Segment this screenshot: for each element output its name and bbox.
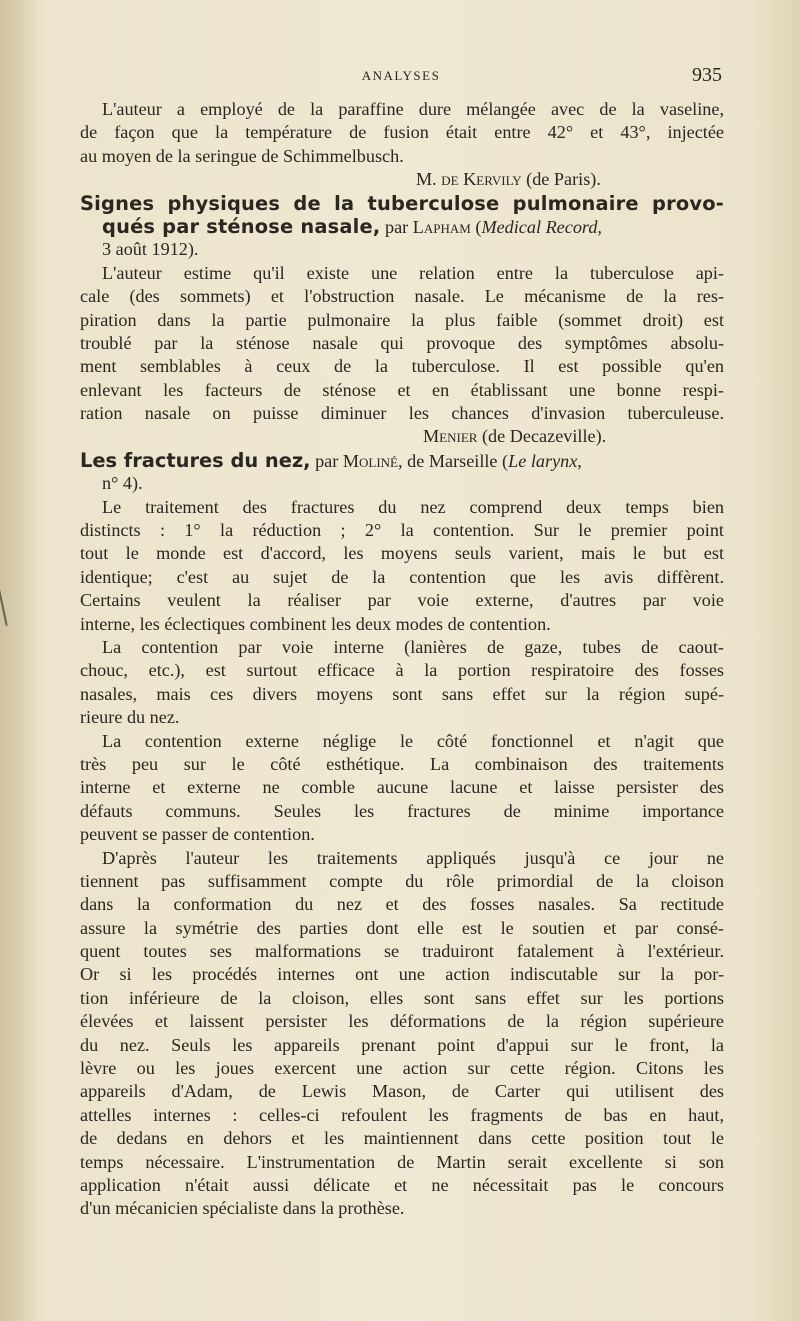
- text-line: de dedans en dehors et les maintiennent dans cette position tout le: [80, 1128, 724, 1149]
- text-line: interne, les éclectiques combinent les deux modes de contention.: [80, 613, 551, 634]
- text-line: temps nécessaire. L'instrumentation de Martin serait excellente si son: [80, 1151, 724, 1172]
- text-line: interne et externe ne comble aucune lacune et laisse persister des: [80, 777, 724, 798]
- article-title-1-date: 3 août 1912).: [102, 239, 199, 260]
- text-line: rieure du nez.: [80, 707, 180, 728]
- text-line: La contention externe néglige le côté fonctionnel et n'agit que: [102, 730, 724, 751]
- text-line: Certains veulent la réaliser par voie externe, d'autres par voie: [80, 590, 724, 611]
- text-line: identique; c'est au sujet de la contention que les avis diffèrent.: [80, 566, 724, 587]
- text-line: La contention par voie interne (lanières de gaze, tubes de caout-: [102, 636, 724, 657]
- text-line: L'auteur a employé de la paraffine dure mélangée avec de la vaseline,: [102, 99, 724, 119]
- text-line: quent toutes ses malformations se traduiront fatalement à l'extérieur.: [80, 941, 724, 962]
- text-line: distincts : 1° la réduction ; 2° la contention. Sur le premier point: [80, 520, 724, 541]
- article-title-1: Signes physiques de la tuberculose pulmonaire provo-: [80, 191, 724, 215]
- text-line: ration nasale on puisse diminuer les chances d'invasion tuberculeuse.: [80, 403, 724, 424]
- text-line: attelles internes : celles-ci refoulent les fragments de bas en haut,: [80, 1104, 724, 1125]
- text-line: lèvre ou les joues exercent une action sur cette région. Citons les: [80, 1058, 724, 1079]
- text-line: Le traitement des fractures du nez comprend deux temps bien: [102, 496, 724, 517]
- text-line: L'auteur estime qu'il existe une relation entre la tuberculose api-: [102, 262, 724, 283]
- text-line: ment semblables à ceux de la tuberculose. Il est possible qu'en: [80, 356, 724, 377]
- running-head: ANALYSES: [361, 68, 441, 83]
- binding-shadow: [0, 0, 40, 1321]
- text-line: appareils d'Adam, de Lewis Mason, de Carter qui utilisent des: [80, 1081, 724, 1102]
- text-line: D'après l'auteur les traitements appliqués jusqu'à ce jour ne: [102, 847, 724, 868]
- text-line: peuvent se passer de contention.: [80, 824, 315, 845]
- text-line: du nez. Seuls les appareils prenant point d'appui sur le front, la: [80, 1034, 724, 1055]
- text-line: enlevant les facteurs de sténose et en établissant une bonne respi-: [80, 379, 724, 400]
- signature-kervily: M. de Kervily (de Paris).: [416, 169, 601, 190]
- article-title-2-issue: n° 4).: [102, 473, 143, 494]
- page-number: 935: [692, 64, 722, 86]
- text-line: de façon que la température de fusion était entre 42° et 43°, injectée: [80, 122, 724, 143]
- text-line: tout le monde est d'accord, les moyens seuls varient, mais le but est: [80, 543, 724, 564]
- text-line: défauts communs. Seules les fractures de minime importance: [80, 800, 724, 821]
- text-line: Or si les procédés internes ont une action indiscutable sur la por-: [80, 964, 724, 985]
- text-line: cale (des sommets) et l'obstruction nasale. Le mécanisme de la res-: [80, 286, 724, 307]
- text-line: assure la symétrie des parties dont elle est le soutien et par consé-: [80, 917, 724, 938]
- article-text: [80, 98, 724, 1221]
- text-line: tiennent pas suffisamment compte du rôle primordial de la cloison: [80, 870, 724, 891]
- text-line: tion inférieure de la cloison, elles sont sans effet sur les portions: [80, 987, 724, 1008]
- text-line: d'un mécanicien spécialiste dans la prothèse.: [80, 1198, 405, 1219]
- article-title-2: Les fractures du nez, par Moliné, de Marseille (Le larynx,: [80, 448, 582, 472]
- text-line: nasales, mais ces divers moyens sont sans effet sur la région supé-: [80, 683, 724, 704]
- text-line: chouc, etc.), est surtout efficace à la portion respiratoire des fosses: [80, 660, 724, 681]
- text-line: troublé par la sténose nasale qui provoque des symptômes absolu-: [80, 332, 724, 353]
- article-title-1-cont: qués par sténose nasale, par Lapham (Medical Record,: [102, 214, 602, 238]
- signature-menier: Menier (de Decazeville).: [423, 426, 607, 447]
- text-line: très peu sur le côté esthétique. La combinaison des traitements: [80, 753, 724, 774]
- text-line: au moyen de la seringue de Schimmelbusch.: [80, 145, 404, 166]
- text-line: dans la conformation du nez et des fosses nasales. Sa rectitude: [80, 894, 724, 915]
- page-header: [80, 64, 722, 88]
- text-line: élevées et laissent persister les déformations de la région supérieure: [80, 1011, 724, 1032]
- text-line: application n'était aussi délicate et ne nécessitait pas le concours: [80, 1174, 724, 1195]
- text-line: piration dans la partie pulmonaire la plus faible (sommet droit) est: [80, 309, 724, 330]
